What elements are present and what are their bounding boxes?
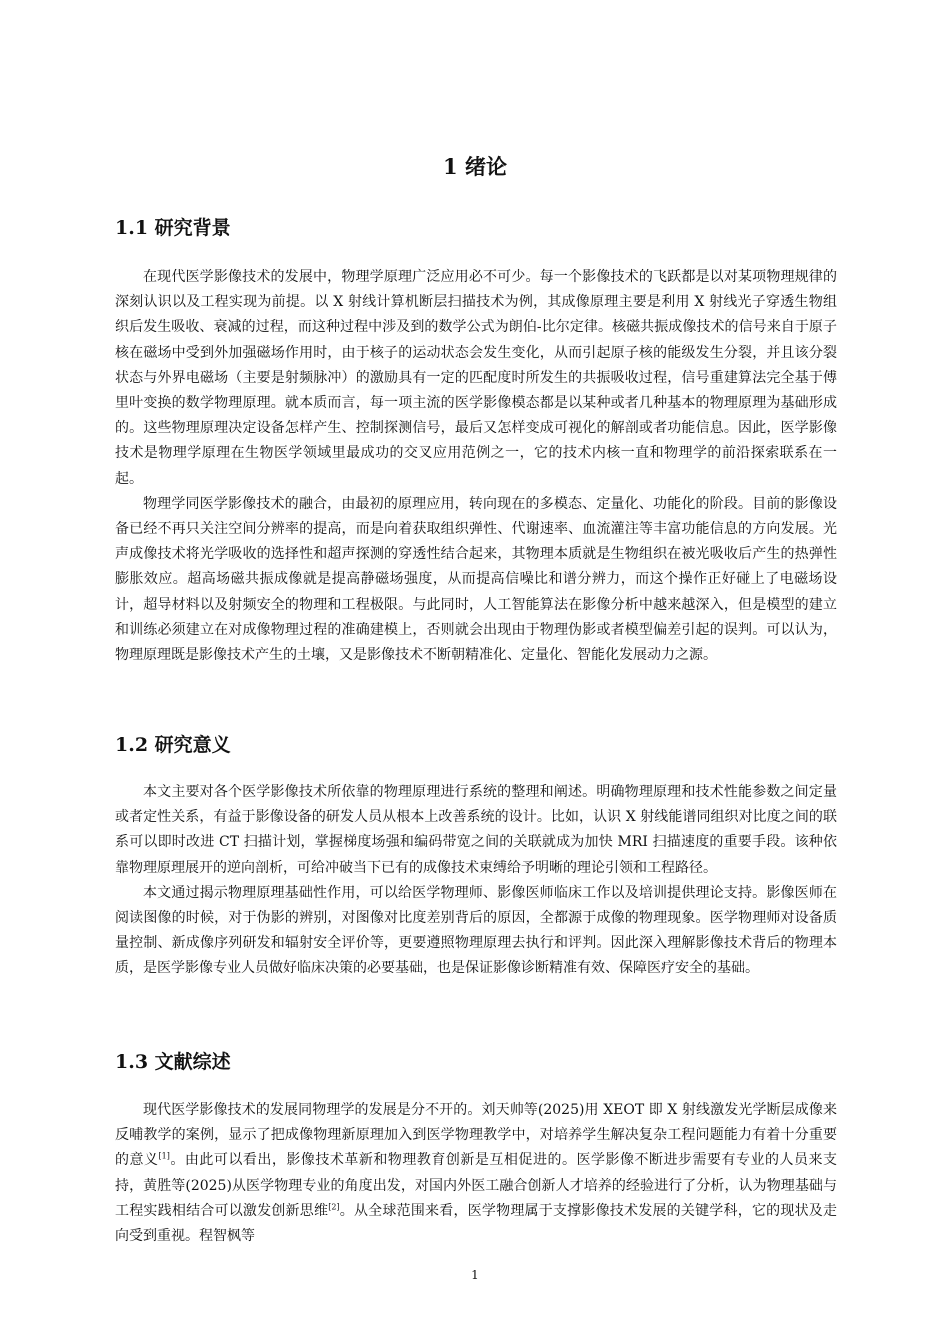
citation-2[interactable]: [2]: [328, 1202, 340, 1212]
section-heading-significance: 1.2 研究意义: [115, 734, 231, 756]
paragraph: 本文主要对各个医学影像技术所依靠的物理原理进行系统的整理和阐述。明确物理原理和技术性能参数之间定量或者定性关系，有益于影像设备的研发人员从根本上改善系统的设计。比如，认识 X 射线能谱同组织对比度之间的联系可以即时改进 CT 扫描计划，掌握梯度场强和编码带宽之间的关联就成为加快 MRI 扫描速度的重要手段。该种依靠物理原理展开的逆向剖析，可给冲破当下已有的成像技术束缚给予明晰的理论引领和工程路径。: [115, 784, 837, 876]
paragraph-text: 。由此可以看出，影像技术革新和物理教育创新是互相促进的。医学影像不断进步需要有专业的人员来支持，黄胜等(2025)从医学物理专业的角度出发，对国内外医工融合创新人才培养的经验进行了分析，认为物理基础与工程实践相结合可以激发创新思维: [115, 1152, 838, 1219]
paragraph-text: 。从全球范围来看，医学物理属于支撑影像技术发展的关键学科，它的现状及走向受到重视。程智枫等: [115, 1202, 838, 1245]
paragraph-text: 现代医学影像技术的发展同物理学的发展是分不开的。刘天帅等(2025)用 XEOT 即 X 射线激发光学断层成像来反哺教学的案例，显示了把成像物理新原理加入到医学物理教学中，对培养学生解决复杂工程问题能力有着十分重要的意义: [115, 1102, 837, 1169]
section-body-significance: [115, 780, 837, 982]
section-heading-background: 1.1 研究背景: [115, 217, 231, 239]
chapter-title: 1 绪论: [443, 154, 507, 179]
section-body-literature-review: [115, 1098, 837, 1249]
paragraph: 物理学同医学影像技术的融合，由最初的原理应用，转向现在的多模态、定量化、功能化的阶段。目前的影像设备已经不再只关注空间分辨率的提高，而是向着获取组织弹性、代谢速率、血流灌注等丰富功能信息的方向发展。光声成像技术将光学吸收的选择性和超声探测的穿透性结合起来，其物理本质就是生物组织在被光吸收后产生的热弹性膨胀效应。超高场磁共振成像就是提高静磁场强度，从而提高信噪比和谱分辨力，而这个操作正好碰上了电磁场设计，超导材料以及射频安全的物理和工程极限。与此同时，人工智能算法在影像分析中越来越深入，但是模型的建立和训练必须建立在对成像物理过程的准确建模上，否则就会出现由于物理伪影或者模型偏差引起的误判。可以认为，物理原理既是影像技术产生的土壤，又是影像技术不断朝精准化、定量化、智能化发展动力之源。: [115, 495, 837, 664]
paragraph: [115, 1098, 837, 1249]
section-heading-literature-review: 1.3 文献综述: [115, 1051, 231, 1073]
section-body-background: [115, 265, 837, 668]
paragraph: 本文通过揭示物理原理基础性作用，可以给医学物理师、影像医师临床工作以及培训提供理论支持。影像医师在阅读图像的时候，对于伪影的辨别，对图像对比度差别背后的原因，全都源于成像的物理现象。医学物理师对设备质量控制、新成像序列研发和辐射安全评价等，更要遵照物理原理去执行和评判。因此深入理解影像技术背后的物理本质，是医学影像专业人员做好临床决策的必要基础，也是保证影像诊断精准有效、保障医疗安全的基础。: [115, 884, 837, 977]
page-number: 1: [471, 1268, 479, 1282]
citation-1[interactable]: [1]: [158, 1151, 170, 1161]
paragraph: 在现代医学影像技术的发展中，物理学原理广泛应用必不可少。每一个影像技术的飞跃都是以对某项物理规律的深刻认识以及工程实现为前提。以 X 射线计算机断层扫描技术为例，其成像原理主要是利用 X 射线光子穿透生物组织后发生吸收、衰减的过程，而这种过程中涉及到的数学公式为朗伯-比尔定律。核磁共振成像技术的信号来自于原子核在磁场中受到外加强磁场作用时，由于核子的运动状态会发生变化，从而引起原子核的能级发生分裂，并且该分裂状态与外界电磁场（主要是射频脉冲）的激励具有一定的匹配度时所发生的共振吸收过程，信号重建算法完全基于傅里叶变换的数学物理原理。就本质而言，每一项主流的医学影像模态都是以某种或者几种基本的物理原理为基础形成的。这些物理原理决定设备怎样产生、控制探测信号，最后又怎样变成可视化的解剖或者功能信息。因此，医学影像技术是物理学原理在生物医学领域里最成功的交叉应用范例之一，它的技术内核一直和物理学的前沿探索联系在一起。: [115, 269, 837, 487]
